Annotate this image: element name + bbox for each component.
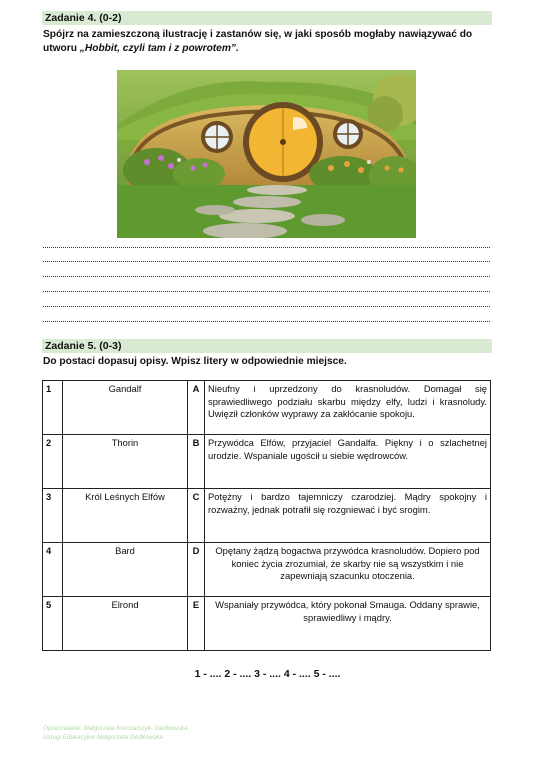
character-name: Elrond [63,597,188,651]
character-description: Potężny i bardzo tajemniczy czarodziej. Mądry spokojny i rozważny, jednak potrafił się rozgniewać i być srogim. [205,489,491,543]
character-description: Przywódca Elfów, przyjaciel Gandalfa. Piękny i o szlachetnej urodzie. Wspaniale ugościł u siebie wędrowców. [205,435,491,489]
description-letter: E [188,597,205,651]
footer-company: Ustugi Edukacyjne Małgorzata Gedkowska [43,734,163,741]
character-name: Thorin [63,435,188,489]
character-name: Gandalf [63,381,188,435]
table-row [43,381,491,435]
character-description: Wspaniały przywódca, który pokonał Smauga. Oddany sprawie, sprawiedliwy i mądry. [205,597,491,651]
table-row [43,435,491,489]
matching-table [42,380,491,651]
table-row [43,489,491,543]
table-row [43,543,491,597]
row-number: 2 [43,435,63,489]
row-number: 1 [43,381,63,435]
answer-line[interactable] [43,291,490,292]
task4-header: Zadanie 4. (0-2) [42,11,492,25]
character-name: Bard [63,543,188,597]
character-description: Opętany żądzą bogactwa przywódca krasnoludów. Dopiero pod koniec życia zrozumiał, że skarby nie są wszystkim i nie zapewniają szacunku otoczenia. [205,543,491,597]
character-description: Nieufny i uprzedzony do krasnoludów. Domagał się sprawiedliwego podziału skarbu między elfy, ludzi i krasnoludy. Uwięził członków wyprawy za zakłócanie spokoju. [205,381,491,435]
footer-author: Opracowanie: Małgorzata Korczarczyk- Gedkowska [43,725,188,732]
description-letter: B [188,435,205,489]
task4-instruction [43,28,493,56]
row-number: 4 [43,543,63,597]
answer-line[interactable] [43,276,490,277]
row-number: 5 [43,597,63,651]
character-name: Król Leśnych Elfów [63,489,188,543]
task5-instruction: Do postaci dopasuj opisy. Wpisz litery w odpowiednie miejsce. [43,356,347,367]
hobbit-hole-illustration [117,70,416,238]
task4-instruction-text: Spójrz na zamieszczoną ilustrację i zastanów się, w jaki sposób mogłaby nawiązywać do utworu [43,29,473,54]
answer-line[interactable] [43,306,490,307]
table-row [43,597,491,651]
answer-key[interactable]: 1 - .... 2 - .... 3 - .... 4 - .... 5 - .... [194,668,341,680]
description-letter: D [188,543,205,597]
answer-line[interactable] [43,247,490,248]
task4-book-title: „Hobbit, czyli tam i z powrotem”. [79,43,239,54]
task5-header: Zadanie 5. (0-3) [42,339,492,353]
row-number: 3 [43,489,63,543]
answer-line[interactable] [43,321,490,322]
description-letter: A [188,381,205,435]
answer-line[interactable] [43,261,490,262]
description-letter: C [188,489,205,543]
hobbit-hole-image [117,70,416,238]
